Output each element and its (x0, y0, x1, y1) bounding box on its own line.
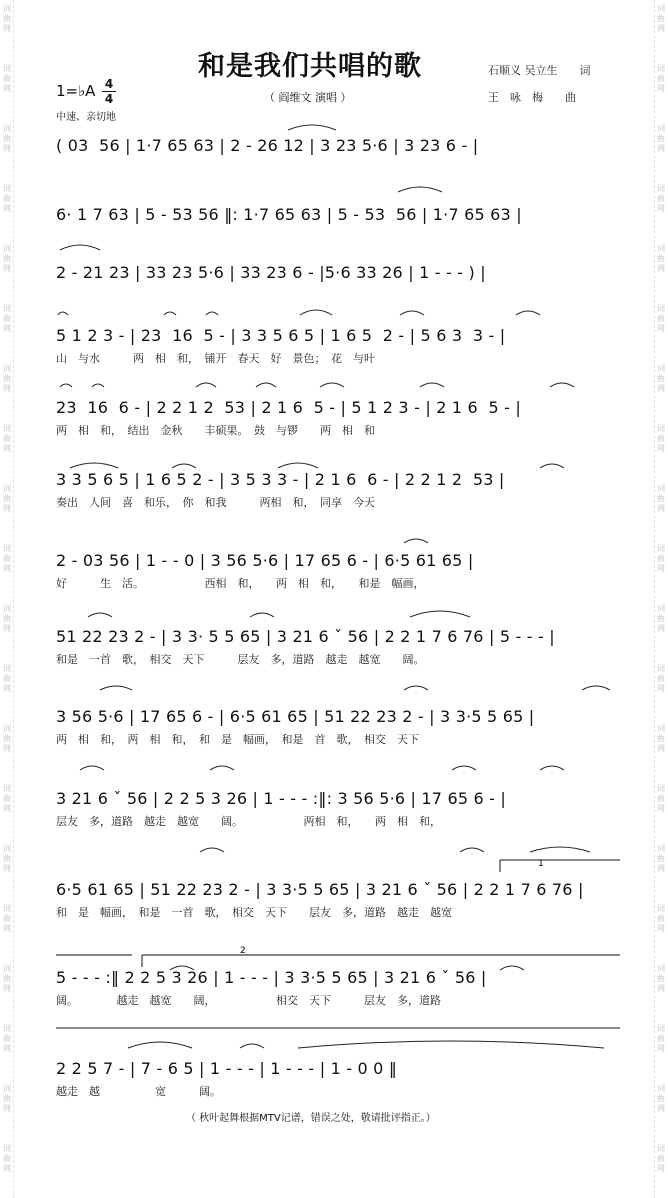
lyric-line: 奏出 人间 喜 和乐， 你 和我 两相 和， 同享 今天 (56, 496, 375, 509)
slur (92, 384, 104, 387)
watermark-char: 曲 (3, 854, 11, 863)
watermark-char: 曲 (657, 374, 665, 383)
slur (88, 613, 112, 617)
watermark-char: 曲 (657, 794, 665, 803)
watermark-char: 词 (3, 844, 11, 853)
watermark-char: 网 (657, 804, 665, 813)
slur (404, 686, 428, 690)
slur (58, 312, 68, 315)
watermark-char: 词 (657, 1024, 665, 1033)
slur (410, 611, 470, 617)
slur (452, 766, 476, 770)
watermark-char: 曲 (3, 374, 11, 383)
time-signature-top: 4 (104, 77, 114, 91)
watermark-char: 词 (657, 484, 665, 493)
tempo-marking: 中速、亲切地 (56, 112, 116, 123)
notation-line: 2 2 5 7 - | 7 - 6 5 | 1 - - - | 1 - - - | 1 - 0 0 ‖ (56, 1059, 398, 1078)
notation-line: 6·5 61 65 | 51 22 23 2 - | 3 3·5 5 65 | 3 21 6 ˇ 56 | 2 2 1 7 6 76 | (56, 880, 584, 899)
watermark-char: 词 (3, 544, 11, 553)
watermark-char: 词 (657, 424, 665, 433)
watermark-char: 词 (657, 664, 665, 673)
watermark-char: 网 (657, 864, 665, 873)
watermark-char: 网 (3, 384, 11, 393)
watermark-char: 曲 (3, 1034, 11, 1043)
watermark-char: 网 (657, 264, 665, 273)
watermark-char: 词 (3, 184, 11, 193)
watermark-char: 词 (3, 1024, 11, 1033)
watermark-char: 网 (657, 324, 665, 333)
watermark-char: 曲 (657, 974, 665, 983)
watermark-char: 词 (657, 1144, 665, 1153)
slur-marks (58, 125, 610, 1048)
watermark-char: 网 (657, 384, 665, 393)
watermark-char: 网 (657, 24, 665, 33)
slur (100, 686, 132, 690)
notation-line: 51 22 23 2 - | 3 3· 5 5 65 | 3 21 6 ˇ 56 | 2 2 1 7 6 76 | 5 - - - | (56, 627, 555, 646)
slur (240, 1044, 264, 1048)
lyric-line: 好 生 活。 西相 和， 两 相 和， 和是 幅画， (56, 577, 425, 590)
volta-2-label: 2 (240, 946, 246, 956)
key-signature: 1=♭A (56, 82, 96, 100)
watermark-char: 网 (657, 504, 665, 513)
watermark-char: 曲 (657, 254, 665, 263)
lyric-line: 两 相 和， 结出 金秋 丰硕果。 鼓 与锣 两 相 和 (56, 424, 375, 437)
notation-line: 5 - - - :‖ 2 2 5 3 26 | 1 - - - | 3 3·5 5 65 | 3 21 6 ˇ 56 | (56, 968, 487, 987)
slur (196, 383, 216, 387)
watermark-char: 词 (657, 964, 665, 973)
watermark-char: 网 (3, 744, 11, 753)
watermark-char: 曲 (657, 194, 665, 203)
watermark-char: 词 (3, 244, 11, 253)
watermark-char: 曲 (3, 914, 11, 923)
watermark-char: 曲 (657, 74, 665, 83)
time-signature-bottom: 4 (104, 92, 114, 106)
watermark-char: 词 (657, 1084, 665, 1093)
watermark-char: 网 (3, 264, 11, 273)
watermark-char: 词 (3, 124, 11, 133)
volta-bracket-1 (500, 859, 620, 872)
watermark-char: 网 (3, 924, 11, 933)
watermark-char: 网 (3, 1104, 11, 1113)
notation-line: 2 - 21 23 | 33 23 5·6 | 33 23 6 - |5·6 33 26 | 1 - - - ) | (56, 263, 486, 282)
watermark-char: 曲 (657, 1034, 665, 1043)
volta-bracket-2 (142, 946, 620, 967)
watermark-char: 网 (3, 984, 11, 993)
watermark-char: 词 (657, 604, 665, 613)
watermark-char: 词 (657, 724, 665, 733)
watermark-char: 曲 (3, 614, 11, 623)
watermark-char: 词 (3, 484, 11, 493)
watermark-char: 词 (3, 304, 11, 313)
watermark-char: 词 (657, 244, 665, 253)
watermark-char: 网 (657, 684, 665, 693)
watermark-char: 曲 (657, 554, 665, 563)
slur (200, 848, 224, 852)
notation-line: ( 03 56 | 1·7 65 63 | 2 - 26 12 | 3 23 5·6 | 3 23 6 - | (56, 136, 479, 155)
slur (210, 766, 234, 770)
watermark-char: 网 (657, 444, 665, 453)
watermark-char: 曲 (657, 1094, 665, 1103)
watermark-char: 曲 (657, 314, 665, 323)
watermark-char: 曲 (3, 734, 11, 743)
watermark-char: 曲 (3, 494, 11, 503)
watermark-char: 网 (3, 1164, 11, 1173)
watermark-char: 网 (3, 684, 11, 693)
slur (530, 847, 590, 852)
lyric-line: 山 与水 两 相 和， 铺开 春天 好 景色； 花 与叶 (56, 352, 375, 365)
lyric-line: 阔。 越走 越宽 阔， 相交 天下 层友 多，道路 (56, 994, 441, 1007)
watermark-char: 曲 (657, 1154, 665, 1163)
watermark-char: 曲 (3, 434, 11, 443)
watermark-char: 词 (3, 364, 11, 373)
watermark-char: 网 (3, 564, 11, 573)
watermark-char: 曲 (657, 434, 665, 443)
notation-line: 6· 1 7 63 | 5 - 53 56 ‖: 1·7 65 63 | 5 - 53 56 | 1·7 65 63 | (56, 205, 522, 224)
watermark-char: 曲 (657, 134, 665, 143)
volta-1-label: 1 (538, 859, 544, 869)
watermark-char: 曲 (657, 674, 665, 683)
footnote: （ 秋叶起舞根据MTV记谱，错误之处，敬请批评指正。） (186, 1113, 436, 1124)
notation-line: 23 16 6 - | 2 2 1 2 53 | 2 1 6 5 - | 5 1 2 3 - | 2 1 6 5 - | (56, 398, 522, 417)
notation-line: 2 - 03 56 | 1 - - 0 | 3 56 5·6 | 17 65 6 - | 6·5 61 65 | (56, 551, 474, 570)
watermark-char: 词 (657, 364, 665, 373)
notation-line: 3 56 5·6 | 17 65 6 - | 6·5 61 65 | 51 22 23 2 - | 3 3·5 5 65 | (56, 707, 535, 726)
slur (300, 310, 332, 315)
slur (80, 766, 104, 770)
watermark-char: 网 (657, 1164, 665, 1173)
watermark-char: 词 (657, 784, 665, 793)
slur (288, 125, 336, 130)
watermark-char: 曲 (657, 914, 665, 923)
watermark-char: 曲 (3, 674, 11, 683)
slur (540, 766, 564, 770)
watermark-char: 网 (3, 864, 11, 873)
watermark-char: 网 (657, 924, 665, 933)
watermark-char: 词 (3, 1144, 11, 1153)
slur (500, 966, 524, 970)
slur (278, 463, 318, 468)
lyric-line: 和是 一首 歌， 相交 天下 层友 多，道路 越走 越宽 阔。 (56, 653, 425, 666)
watermark-char: 词 (3, 64, 11, 73)
slur (320, 383, 344, 387)
watermark-char: 词 (657, 844, 665, 853)
watermark-char: 网 (657, 144, 665, 153)
slur (516, 311, 540, 315)
lyricist-credit: 石顺义 吴立生 词 (488, 64, 591, 77)
watermark-char: 曲 (657, 734, 665, 743)
watermark-char: 词 (657, 64, 665, 73)
watermark-char: 词 (657, 124, 665, 133)
slur (298, 1041, 604, 1048)
watermark-char: 词 (657, 4, 665, 13)
watermark-char: 词 (3, 1084, 11, 1093)
watermark-char: 曲 (3, 74, 11, 83)
slur (550, 383, 574, 387)
watermark-char: 曲 (3, 194, 11, 203)
watermark-char: 词 (3, 784, 11, 793)
watermark-char: 曲 (3, 14, 11, 23)
watermark-char: 词 (3, 724, 11, 733)
watermark-char: 词 (3, 964, 11, 973)
slur (172, 464, 196, 468)
watermark-char: 词 (3, 604, 11, 613)
watermark-char: 曲 (3, 974, 11, 983)
watermark-char: 曲 (3, 134, 11, 143)
composer-credit: 王 咏 梅 曲 (488, 91, 576, 104)
notation-line: 3 21 6 ˇ 56 | 2 2 5 3 26 | 1 - - - :‖: 3 56 5·6 | 17 65 6 - | (56, 789, 507, 808)
lyric-line: 越走 越 宽 阔。 (56, 1085, 221, 1098)
watermark-char: 曲 (657, 614, 665, 623)
watermark-char: 网 (657, 84, 665, 93)
song-title: 和是我们共唱的歌 (198, 51, 422, 82)
watermark-char: 网 (657, 624, 665, 633)
watermark-char: 网 (3, 504, 11, 513)
watermark-char: 网 (657, 984, 665, 993)
notation-line: 5 1 2 3 - | 23 16 5 - | 3 3 5 6 5 | 1 6 5 2 - | 5 6 3 3 - | (56, 326, 506, 345)
slur (164, 312, 176, 315)
watermark-char: 网 (3, 84, 11, 93)
watermark-char: 曲 (3, 554, 11, 563)
performer-credit: （ 阎维文 演唱 ） (264, 91, 352, 104)
lyric-line: 两 相 和， 两 相 和， 和 是 幅画， 和是 首 歌， 相交 天下 (56, 733, 419, 746)
watermark-char: 网 (657, 1044, 665, 1053)
slur (256, 383, 276, 387)
watermark-char: 曲 (657, 854, 665, 863)
slur (420, 383, 444, 387)
watermark-char: 词 (657, 184, 665, 193)
slur (206, 312, 218, 315)
slur (250, 613, 274, 617)
watermark-char: 网 (3, 144, 11, 153)
watermark-char: 网 (657, 744, 665, 753)
watermark-char: 网 (3, 24, 11, 33)
slur (60, 245, 100, 250)
watermark-char: 曲 (3, 314, 11, 323)
watermark-char: 词 (657, 904, 665, 913)
watermark-char: 曲 (3, 1094, 11, 1103)
watermark-char: 词 (3, 4, 11, 13)
watermark-char: 曲 (3, 794, 11, 803)
watermark-char: 网 (3, 324, 11, 333)
watermark-char: 网 (3, 804, 11, 813)
watermark-char: 曲 (3, 1154, 11, 1163)
watermark-char: 词 (657, 544, 665, 553)
watermark-char: 网 (3, 1044, 11, 1053)
slur (540, 464, 564, 468)
watermark-char: 网 (3, 624, 11, 633)
watermark-char: 词 (657, 304, 665, 313)
slur (70, 463, 118, 468)
slur (404, 539, 428, 543)
watermark-char: 曲 (657, 494, 665, 503)
watermark-char: 网 (657, 564, 665, 573)
watermark-char: 词 (3, 664, 11, 673)
slur (170, 966, 194, 970)
watermark-char: 词 (3, 424, 11, 433)
notation-line: 3 3 5 6 5 | 1 6 5 2 - | 3 5 3 3 - | 2 1 6 6 - | 2 2 1 2 53 | (56, 470, 505, 489)
slur (60, 384, 72, 387)
lyric-line: 和 是 幅画， 和是 一首 歌， 相交 天下 层友 多，道路 越走 越宽 (56, 906, 452, 919)
slur (582, 686, 610, 690)
watermark-char: 曲 (3, 254, 11, 263)
watermark-char: 曲 (657, 14, 665, 23)
watermark-char: 网 (3, 204, 11, 213)
watermark-char: 网 (3, 444, 11, 453)
lyric-line: 层友 多，道路 越走 越宽 阔。 两相 和， 两 相 和， (56, 815, 441, 828)
slur (460, 848, 484, 852)
slur (128, 1042, 192, 1048)
slur (400, 311, 424, 315)
watermark-char: 网 (657, 1104, 665, 1113)
slur (398, 187, 442, 192)
watermark-char: 词 (3, 904, 11, 913)
watermark-char: 网 (657, 204, 665, 213)
